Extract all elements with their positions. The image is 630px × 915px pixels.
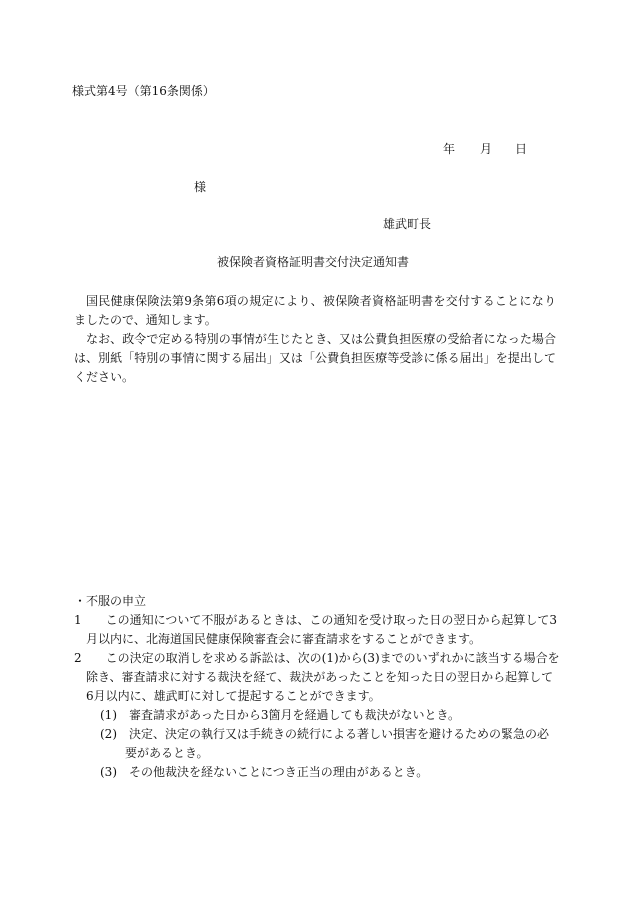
appeal-heading: ・不服の申立 (74, 594, 147, 608)
body-paragraph-2: なお、政令で定める特別の事情が生じたとき、又は公費負担医療の受給者になった場合は、別紙「特別の事情に関する届出」又は「公費負担医療等受診に係る届出」を提出してください。 (74, 332, 556, 384)
body-paragraph-1: 国民健康保険法第9条第6項の規定により、被保険者資格証明書を交付することになりましたので、通知します。 (74, 294, 556, 327)
issuer-name: 雄武町長 (383, 217, 432, 231)
body-text (74, 292, 556, 387)
date-month-label: 月 (480, 142, 493, 156)
appeal-subitem-1 (74, 706, 560, 725)
document-title: 被保険者資格証明書交付決定通知書 (217, 255, 410, 269)
appeal-item-1 (74, 611, 560, 649)
date-year-label: 年 (443, 142, 456, 156)
appeal-item-2 (74, 649, 560, 706)
appeal-subitem-text: 審査請求があった日から3箇月を経過しても裁決がないとき。 (129, 708, 461, 722)
appeal-item-number: 1 (74, 613, 82, 627)
appeal-item-text: この決定の取消しを求める訴訟は、次の(1)から(3)までのいずれかに該当する場合を除き、審査請求に対する裁決を経て、裁決があったことを知った日の翌日から起算して6月以内に、雄武町に対して提起することができます。 (86, 651, 560, 703)
appeal-subitem-3 (74, 763, 560, 782)
addressee-suffix: 様 (194, 180, 207, 194)
appeal-subitem-number: (2) (100, 727, 117, 741)
appeal-subitem-text: 決定、決定の執行又は手続きの続行による著しい損害を避けるための緊急の必要があるとき。 (125, 727, 550, 760)
appeal-subitem-number: (3) (100, 765, 117, 779)
appeal-subitem-2 (74, 725, 560, 763)
appeal-subitem-number: (1) (100, 708, 117, 722)
appeal-item-text: この通知について不服があるときは、この通知を受け取った日の翌日から起算して3月以内に、北海道国民健康保険審査会に審査請求をすることができます。 (86, 613, 558, 646)
appeal-subitem-text: その他裁決を経ないことにつき正当の理由があるとき。 (129, 765, 429, 779)
appeal-section (74, 592, 560, 782)
form-number: 様式第4号（第16条関係） (72, 84, 215, 98)
appeal-item-number: 2 (74, 651, 82, 665)
date-day-label: 日 (515, 142, 528, 156)
